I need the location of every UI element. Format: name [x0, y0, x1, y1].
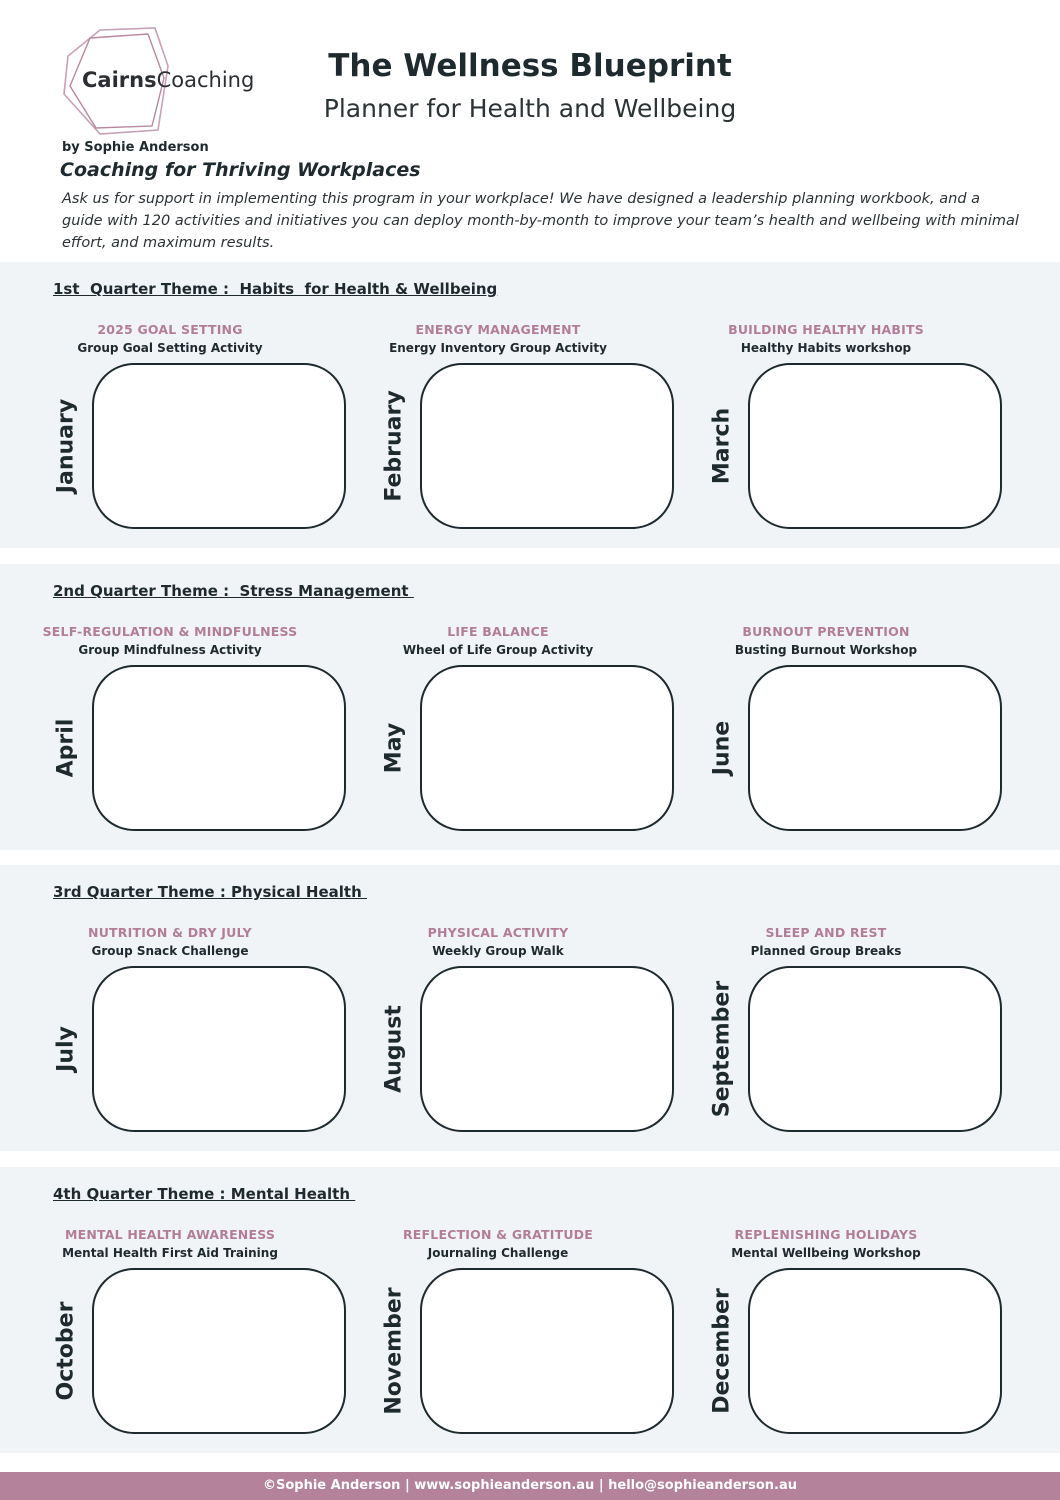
month-theme: BURNOUT PREVENTION [742, 624, 910, 639]
byline: by Sophie Anderson [62, 140, 209, 155]
month-label: December [709, 1288, 735, 1414]
month-label: January [53, 398, 79, 494]
month-notes-box[interactable] [92, 966, 346, 1132]
month-theme: 2025 GOAL SETTING [97, 322, 243, 337]
month-card-april [0, 624, 300, 839]
page-subtitle: Planner for Health and Wellbeing [323, 94, 737, 123]
month-activity: Group Goal Setting Activity [77, 341, 263, 355]
month-label: July [53, 1026, 79, 1072]
month-card-october [0, 1227, 300, 1442]
month-card-july [0, 925, 300, 1140]
footer: ©Sophie Anderson | www.sophieanderson.au | hello@sophieanderson.au [0, 1472, 1060, 1500]
month-notes-box[interactable] [748, 665, 1002, 831]
month-label: April [53, 718, 79, 778]
month-notes-box[interactable] [420, 363, 674, 529]
month-card-january [0, 322, 300, 537]
quarter-title: 4th Quarter Theme : Mental Health [53, 1185, 356, 1203]
month-notes-box[interactable] [420, 966, 674, 1132]
month-activity: Weekly Group Walk [432, 944, 564, 958]
month-label: August [381, 1005, 407, 1093]
month-notes-box[interactable] [748, 363, 1002, 529]
month-card-august [328, 925, 628, 1140]
month-activity: Wheel of Life Group Activity [402, 643, 594, 657]
month-card-november [328, 1227, 628, 1442]
month-label: June [709, 720, 735, 776]
month-notes-box[interactable] [420, 1268, 674, 1434]
month-label: November [381, 1287, 407, 1415]
month-notes-box[interactable] [748, 966, 1002, 1132]
month-card-march [656, 322, 956, 537]
month-activity: Busting Burnout Workshop [734, 643, 918, 657]
month-activity: Mental Health First Aid Training [62, 1246, 278, 1260]
month-notes-box[interactable] [92, 363, 346, 529]
month-theme: NUTRITION & DRY JULY [88, 925, 252, 940]
month-notes-box[interactable] [92, 1268, 346, 1434]
month-activity: Group Mindfulness Activity [78, 643, 262, 657]
month-activity: Planned Group Breaks [750, 944, 902, 958]
month-card-december [656, 1227, 956, 1442]
month-label: October [53, 1301, 79, 1401]
month-theme: ENERGY MANAGEMENT [415, 322, 581, 337]
month-card-may [328, 624, 628, 839]
month-activity: Journaling Challenge [427, 1246, 569, 1260]
month-theme: PHYSICAL ACTIVITY [427, 925, 569, 940]
month-label: March [709, 407, 735, 485]
month-activity: Healthy Habits workshop [740, 341, 912, 355]
month-activity: Group Snack Challenge [91, 944, 249, 958]
month-label: May [381, 722, 407, 774]
quarter-3-section [0, 865, 1060, 1151]
month-theme: REPLENISHING HOLIDAYS [734, 1227, 918, 1242]
quarter-1-section [0, 262, 1060, 548]
month-activity: Energy Inventory Group Activity [389, 341, 607, 355]
intro-text: Ask us for support in implementing this program in your workplace! We have designed a leadership planning workbook, and a guide with 120 activities and initiatives you can deploy month-by-month to improve your team’s health and wellbeing with minimal effort, and maximum results. [62, 191, 1019, 251]
quarter-4-section [0, 1167, 1060, 1453]
month-theme: MENTAL HEALTH AWARENESS [64, 1227, 276, 1242]
page-title: The Wellness Blueprint [328, 48, 732, 84]
month-theme: SLEEP AND REST [765, 925, 887, 940]
month-card-september [656, 925, 956, 1140]
quarter-2-section [0, 564, 1060, 850]
quarter-title: 3rd Quarter Theme : Physical Health [53, 883, 367, 901]
month-notes-box[interactable] [92, 665, 346, 831]
logo-text: CairnsCoaching [82, 68, 255, 92]
month-theme: LIFE BALANCE [447, 624, 549, 639]
quarter-title: 2nd Quarter Theme : Stress Management [53, 582, 414, 600]
month-activity: Mental Wellbeing Workshop [731, 1246, 921, 1260]
tagline: Coaching for Thriving Workplaces [60, 159, 421, 181]
month-theme: BUILDING HEALTHY HABITS [728, 322, 924, 337]
month-label: September [709, 980, 735, 1118]
quarter-title: 1st Quarter Theme : Habits for Health & Wellbeing [53, 280, 498, 298]
month-theme: REFLECTION & GRATITUDE [402, 1227, 593, 1242]
month-notes-box[interactable] [748, 1268, 1002, 1434]
month-card-june [656, 624, 956, 839]
month-theme: SELF-REGULATION & MINDFULNESS [42, 624, 298, 639]
month-card-february [328, 322, 628, 537]
month-notes-box[interactable] [420, 665, 674, 831]
month-label: February [381, 390, 407, 502]
